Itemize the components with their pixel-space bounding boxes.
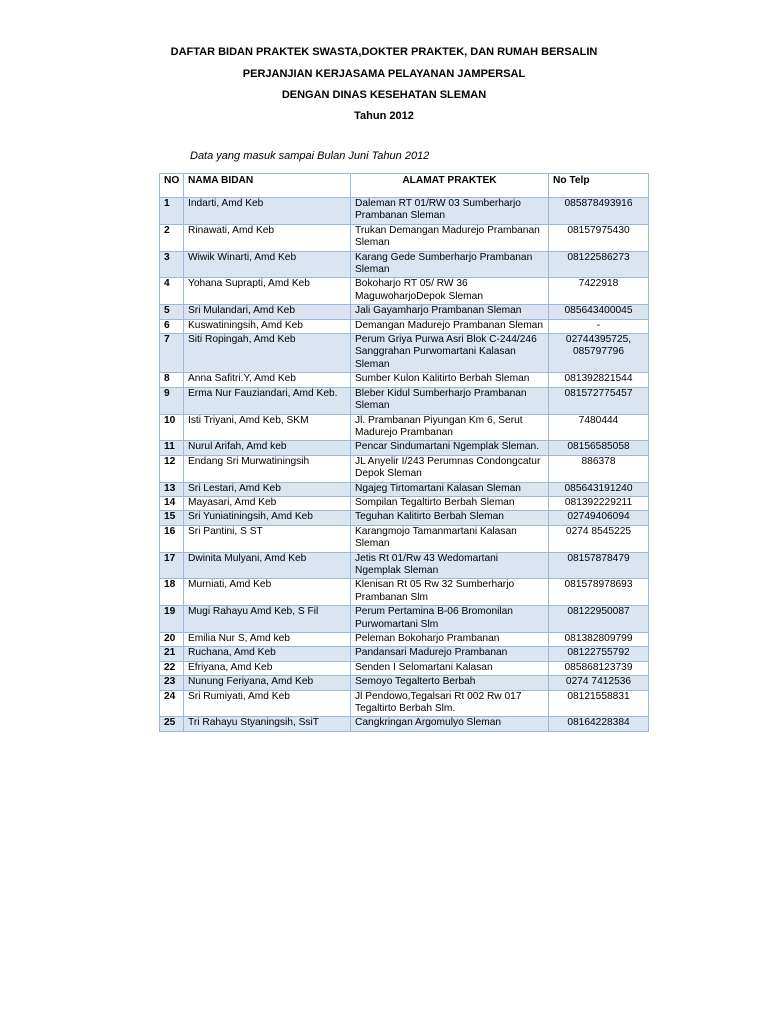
phone-number: 08121558831 xyxy=(549,690,649,717)
table-row xyxy=(160,717,649,731)
practice-address: Jl. Prambanan Piyungan Km 6, Serut Madurejo Prambanan xyxy=(351,414,549,441)
table-row xyxy=(160,251,649,278)
row-number: 16 xyxy=(160,525,184,552)
phone-number: 085643400045 xyxy=(549,305,649,319)
row-number: 14 xyxy=(160,496,184,510)
phone-number: 0274 8545225 xyxy=(549,525,649,552)
phone-number: 08164228384 xyxy=(549,717,649,731)
phone-number: 081572775457 xyxy=(549,387,649,414)
midwife-name: Yohana Suprapti, Amd Keb xyxy=(184,278,351,305)
practice-address: Karangmojo Tamanmartani Kalasan Sleman xyxy=(351,525,549,552)
row-number: 21 xyxy=(160,647,184,661)
table-header-row xyxy=(160,174,649,198)
midwife-name: Sri Mulandari, Amd Keb xyxy=(184,305,351,319)
row-number: 15 xyxy=(160,511,184,525)
table-row xyxy=(160,690,649,717)
practice-address: Pencar Sindumartani Ngemplak Sleman. xyxy=(351,441,549,455)
practice-address: Senden I Selomartani Kalasan xyxy=(351,661,549,675)
row-number: 6 xyxy=(160,319,184,333)
phone-number: 085878493916 xyxy=(549,198,649,225)
midwife-name: Sri Rumiyati, Amd Keb xyxy=(184,690,351,717)
table-row xyxy=(160,305,649,319)
phone-number: 0274 7412536 xyxy=(549,676,649,690)
practice-address: Cangkringan Argomulyo Sleman xyxy=(351,717,549,731)
row-number: 18 xyxy=(160,579,184,606)
midwife-name: Siti Ropingah, Amd Keb xyxy=(184,334,351,373)
midwife-name: Sri Yuniatiningsih, Amd Keb xyxy=(184,511,351,525)
practice-address: Bleber Kidul Sumberharjo Prambanan Sleman xyxy=(351,387,549,414)
midwife-name: Sri Lestari, Amd Keb xyxy=(184,482,351,496)
table-row xyxy=(160,414,649,441)
row-number: 17 xyxy=(160,552,184,579)
midwife-name: Nurul Arifah, Amd keb xyxy=(184,441,351,455)
row-number: 11 xyxy=(160,441,184,455)
phone-number: 081382809799 xyxy=(549,633,649,647)
row-number: 22 xyxy=(160,661,184,675)
table-row xyxy=(160,441,649,455)
phone-number: 08122755792 xyxy=(549,647,649,661)
phone-number: 085643191240 xyxy=(549,482,649,496)
practice-address: Karang Gede Sumberharjo Prambanan Sleman xyxy=(351,251,549,278)
midwife-name: Efriyana, Amd Keb xyxy=(184,661,351,675)
table-row xyxy=(160,455,649,482)
table-row xyxy=(160,496,649,510)
phone-number: 08122586273 xyxy=(549,251,649,278)
practice-address: Trukan Demangan Madurejo Prambanan Sleman xyxy=(351,224,549,251)
header-nama-bidan: NAMA BIDAN xyxy=(184,174,351,198)
table-row xyxy=(160,606,649,633)
practice-address: Jl Pendowo,Tegalsari Rt 002 Rw 017 Tegaltirto Berbah Slm. xyxy=(351,690,549,717)
practice-address: Teguhan Kalitirto Berbah Sleman xyxy=(351,511,549,525)
midwife-name: Mugi Rahayu Amd Keb, S Fil xyxy=(184,606,351,633)
phone-number: 7422918 xyxy=(549,278,649,305)
practice-address: Demangan Madurejo Prambanan Sleman xyxy=(351,319,549,333)
phone-number: 08157975430 xyxy=(549,224,649,251)
practice-address: Daleman RT 01/RW 03 Sumberharjo Prambanan Sleman xyxy=(351,198,549,225)
midwife-name: Anna Safitri.Y, Amd Keb xyxy=(184,373,351,387)
phone-number: 02744395725, 085797796 xyxy=(549,334,649,373)
table-row xyxy=(160,676,649,690)
table-row xyxy=(160,387,649,414)
row-number: 13 xyxy=(160,482,184,496)
row-number: 12 xyxy=(160,455,184,482)
row-number: 7 xyxy=(160,334,184,373)
document-title-line-1: DAFTAR BIDAN PRAKTEK SWASTA,DOKTER PRAKTEK, DAN RUMAH BERSALIN xyxy=(170,46,598,58)
midwife-name: Murniati, Amd Keb xyxy=(184,579,351,606)
practice-address: Ngajeg Tirtomartani Kalasan Sleman xyxy=(351,482,549,496)
document-title-line-2: PERJANJIAN KERJASAMA PELAYANAN JAMPERSAL xyxy=(242,68,526,80)
row-number: 4 xyxy=(160,278,184,305)
phone-number: 081392821544 xyxy=(549,373,649,387)
midwife-name: Mayasari, Amd Keb xyxy=(184,496,351,510)
midwife-name: Ruchana, Amd Keb xyxy=(184,647,351,661)
midwife-name: Erma Nur Fauziandari, Amd Keb. xyxy=(184,387,351,414)
header-alamat-praktek: ALAMAT PRAKTEK xyxy=(351,174,549,198)
midwife-name: Tri Rahayu Styaningsih, SsiT xyxy=(184,717,351,731)
practice-address: Peleman Bokoharjo Prambanan xyxy=(351,633,549,647)
table-row xyxy=(160,579,649,606)
practice-address: Bokoharjo RT 05/ RW 36 MaguwoharjoDepok Sleman xyxy=(351,278,549,305)
row-number: 10 xyxy=(160,414,184,441)
row-number: 20 xyxy=(160,633,184,647)
practice-address: Perum Griya Purwa Asri Blok C-244/246 Sanggrahan Purwomartani Kalasan Sleman xyxy=(351,334,549,373)
practice-address: Semoyo Tegalterto Berbah xyxy=(351,676,549,690)
phone-number: 7480444 xyxy=(549,414,649,441)
row-number: 19 xyxy=(160,606,184,633)
table-row xyxy=(160,661,649,675)
midwife-list-table xyxy=(159,173,649,732)
practice-address: Pandansari Madurejo Prambanan xyxy=(351,647,549,661)
practice-address: Perum Pertamina B-06 Bromonilan Purwomartani Slm xyxy=(351,606,549,633)
table-row xyxy=(160,334,649,373)
row-number: 9 xyxy=(160,387,184,414)
midwife-name: Indarti, Amd Keb xyxy=(184,198,351,225)
table-row xyxy=(160,482,649,496)
table-row xyxy=(160,511,649,525)
table-row xyxy=(160,224,649,251)
table-row xyxy=(160,647,649,661)
row-number: 1 xyxy=(160,198,184,225)
practice-address: JL Anyelir I/243 Perumnas Condongcatur Depok Sleman xyxy=(351,455,549,482)
row-number: 5 xyxy=(160,305,184,319)
table-row xyxy=(160,198,649,225)
table-row xyxy=(160,525,649,552)
phone-number: 886378 xyxy=(549,455,649,482)
midwife-name: Nunung Feriyana, Amd Keb xyxy=(184,676,351,690)
phone-number: 08156585058 xyxy=(549,441,649,455)
row-number: 24 xyxy=(160,690,184,717)
table-row xyxy=(160,373,649,387)
phone-number: - xyxy=(549,319,649,333)
midwife-name: Rinawati, Amd Keb xyxy=(184,224,351,251)
row-number: 23 xyxy=(160,676,184,690)
table-row xyxy=(160,278,649,305)
phone-number: 08157878479 xyxy=(549,552,649,579)
data-as-of-note: Data yang masuk sampai Bulan Juni Tahun 2012 xyxy=(190,150,430,162)
midwife-name: Sri Pantini, S ST xyxy=(184,525,351,552)
midwife-name: Wiwik Winarti, Amd Keb xyxy=(184,251,351,278)
phone-number: 081578978693 xyxy=(549,579,649,606)
table-row xyxy=(160,319,649,333)
practice-address: Klenisan Rt 05 Rw 32 Sumberharjo Prambanan Slm xyxy=(351,579,549,606)
document-title-year: Tahun 2012 xyxy=(354,110,414,122)
table-row xyxy=(160,552,649,579)
practice-address: Sumber Kulon Kalitirto Berbah Sleman xyxy=(351,373,549,387)
phone-number: 02749406094 xyxy=(549,511,649,525)
header-no-telp: No Telp xyxy=(549,174,649,198)
midwife-name: Dwinita Mulyani, Amd Keb xyxy=(184,552,351,579)
row-number: 3 xyxy=(160,251,184,278)
table-body xyxy=(160,198,649,732)
midwife-name: Isti Triyani, Amd Keb, SKM xyxy=(184,414,351,441)
midwife-name: Kuswatiningsih, Amd Keb xyxy=(184,319,351,333)
phone-number: 081392229211 xyxy=(549,496,649,510)
practice-address: Jetis Rt 01/Rw 43 Wedomartani Ngemplak Sleman xyxy=(351,552,549,579)
phone-number: 08122950087 xyxy=(549,606,649,633)
row-number: 25 xyxy=(160,717,184,731)
midwife-name: Emilia Nur S, Amd keb xyxy=(184,633,351,647)
phone-number: 085868123739 xyxy=(549,661,649,675)
practice-address: Jali Gayamharjo Prambanan Sleman xyxy=(351,305,549,319)
table-row xyxy=(160,633,649,647)
practice-address: Sompilan Tegaltirto Berbah Sleman xyxy=(351,496,549,510)
row-number: 2 xyxy=(160,224,184,251)
document-title-line-3: DENGAN DINAS KESEHATAN SLEMAN xyxy=(281,89,487,101)
header-no: NO xyxy=(160,174,184,198)
midwife-name: Endang Sri Murwatiningsih xyxy=(184,455,351,482)
row-number: 8 xyxy=(160,373,184,387)
